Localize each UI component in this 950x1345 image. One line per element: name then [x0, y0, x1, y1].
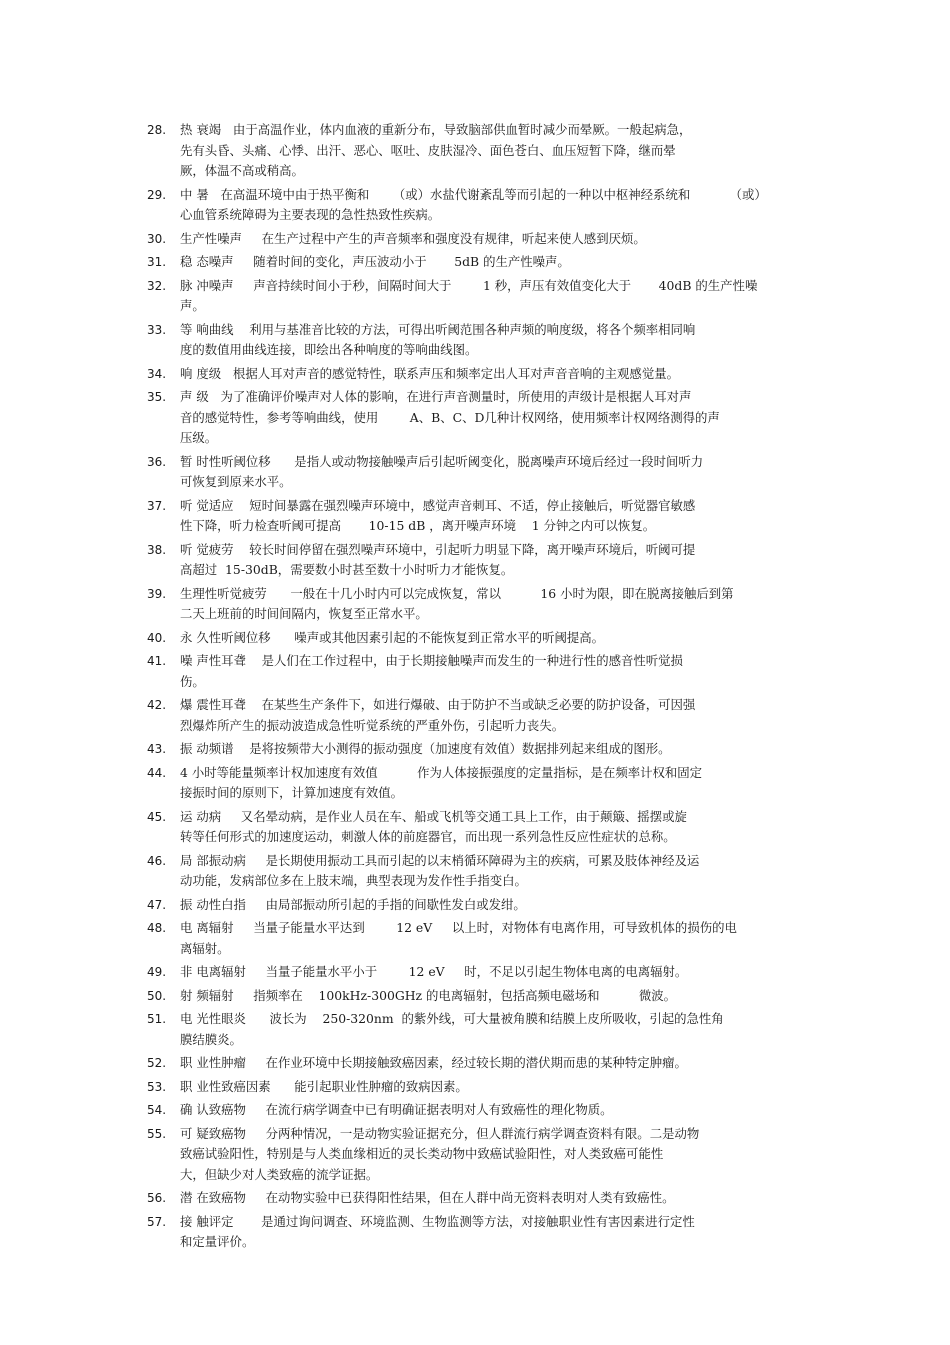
definition-entry — [147, 695, 832, 736]
entry-text-line: 听 觉疲劳 较长时间停留在强烈噪声环境中，引起听力明显下降，离开噪声环境后，听阈可提 — [180, 541, 696, 557]
entry-text-line: 心血管系统障碍为主要表现的急性热致性疾病。 — [180, 207, 441, 222]
entry-text-line: 等 响曲线 利用与基准音比较的方法，可得出听阈范围各种声频的响度级，将各个频率相同响 — [180, 321, 696, 337]
definition-entry — [147, 739, 832, 760]
entry-text-line: 致癌试验阳性，特别是与人类血缘相近的灵长类动物中致癌试验阳性，对人类致癌可能性 — [180, 1146, 664, 1161]
definition-entry — [147, 320, 832, 361]
entry-text-line: 度的数值用曲线连接，即绘出各种响度的等响曲线图。 — [180, 342, 478, 357]
entry-number: 42. — [147, 698, 167, 712]
entry-number: 37. — [147, 498, 167, 513]
entry-text-line: 爆 震性耳聋 在某些生产条件下，如进行爆破、由于防护不当或缺乏必要的防护设备，可因强 — [180, 697, 696, 712]
definition-entry — [147, 584, 832, 625]
entry-text-line: 厥，体温不高或稍高。 — [180, 163, 304, 178]
entry-number: 56. — [147, 1191, 167, 1205]
entry-text-line: 可恢复到原来水平。 — [180, 474, 292, 489]
entry-text-line: 局 部振动病 是长期使用振动工具而引起的以末梢循环障碍为主的疾病，可累及肢体神经及运 — [180, 852, 700, 868]
entry-text-line: 暂 时性听阈位移 是指人或动物接触噪声后引起听阈变化，脱离噪声环境后经过一段时间听力 — [180, 453, 704, 469]
entry-text-line: 压级。 — [180, 430, 218, 445]
entry-text-line: 4 小时等能量频率计权加速度有效值 作为人体接振强度的定量指标，是在频率计权和固定 — [180, 764, 703, 780]
entry-text-line: 电 光性眼炎 波长为 250-320nm 的紫外线，可大量被角膜和结膜上皮所吸收，引起的急性角 — [180, 1011, 724, 1026]
definition-entry — [147, 185, 832, 226]
entry-number: 30. — [147, 231, 167, 246]
entry-number: 53. — [147, 1079, 167, 1094]
entry-text-line: 确 认致癌物 在流行病学调查中已有明确证据表明对人有致癌性的理化物质。 — [180, 1102, 613, 1117]
entry-text-line: 离辐射。 — [180, 940, 230, 956]
entry-text-line: 非 电离辐射 当量子能量水平小于 12 eV 时，不足以引起生物体电离的电离辐射。 — [180, 964, 688, 979]
entry-text-line: 先有头昏、头痛、心悸、出汗、恶心、呕吐、皮肤湿冷、面色苍白、血压短暂下降，继而晕 — [180, 142, 676, 158]
entry-text-line: 职 业性致癌因素 能引起职业性肿瘤的致病因素。 — [180, 1078, 468, 1094]
entry-text-line: 脉 冲噪声 声音持续时间小于秒，间隔时间大于 1 秒，声压有效值变化大于 40dB 的生产性噪 — [180, 277, 758, 293]
definition-entry — [147, 962, 832, 983]
entry-text-line: 中 暑 在高温环境中由于热平衡和 （或）水盐代谢紊乱等而引起的一种以中枢神经系统和 （或） — [180, 186, 767, 202]
entry-text-line: 和定量评价。 — [180, 1234, 255, 1249]
definition-entry — [147, 651, 832, 692]
entry-number: 50. — [147, 988, 167, 1003]
definition-entry — [147, 540, 832, 581]
definition-entry — [147, 895, 832, 916]
entry-number: 32. — [147, 278, 167, 293]
definition-entry — [147, 229, 832, 250]
definition-entry — [147, 628, 832, 649]
entry-text-line: 潜 在致癌物 在动物实验中已获得阳性结果，但在人群中尚无资料表明对人类有致癌性。 — [180, 1190, 675, 1205]
entry-text-line: 声。 — [180, 298, 205, 313]
entry-number: 47. — [147, 897, 167, 912]
definition-entry — [147, 807, 832, 848]
entry-text-line: 振 动性白指 由局部振动所引起的手指的间歇性发白或发绀。 — [180, 896, 526, 912]
definition-entry — [147, 387, 832, 449]
entry-number: 52. — [147, 1056, 167, 1070]
entry-number: 49. — [147, 965, 167, 979]
definition-entry — [147, 1053, 832, 1074]
entry-number: 35. — [147, 390, 167, 404]
definition-entry — [147, 1100, 832, 1121]
entry-text-line: 接 触评定 是通过询问调查、环境监测、生物监测等方法，对接触职业性有害因素进行定性 — [180, 1213, 695, 1229]
entry-text-line: 射 频辐射 指频率在 100kHz-300GHz 的电离辐射，包括高频电磁场和 微波。 — [180, 987, 677, 1003]
definition-entry — [147, 1077, 832, 1098]
entry-number: 48. — [147, 921, 167, 935]
entry-text-line: 音的感觉特性，参考等响曲线，使用 A、B、C、D几种计权网络，使用频率计权网络测得的声 — [180, 409, 720, 425]
entry-text-line: 运 动病 又名晕动病，是作业人员在车、船或飞机等交通工具上工作，由于颠簸、摇摆或旋 — [180, 808, 687, 824]
definition-list — [147, 120, 832, 1256]
definition-entry — [147, 496, 832, 537]
definition-entry — [147, 986, 832, 1007]
entry-text-line: 噪 声性耳聋 是人们在工作过程中，由于长期接触噪声而发生的一种进行性的感音性听觉损 — [180, 653, 683, 668]
entry-text-line: 稳 态噪声 随着时间的变化，声压波动小于 5dB 的生产性噪声。 — [180, 254, 570, 269]
entry-text-line: 声 级 为了准确评价噪声对人体的影响，在进行声音测量时，所使用的声级计是根据人耳对声 — [180, 389, 692, 404]
definition-entry — [147, 120, 832, 182]
entry-number: 46. — [147, 853, 167, 868]
entry-number: 28. — [147, 123, 167, 137]
entry-number: 39. — [147, 586, 167, 601]
definition-entry — [147, 851, 832, 892]
definition-entry — [147, 1124, 832, 1186]
definition-entry — [147, 452, 832, 493]
entry-text-line: 高超过 15-30dB，需要数小时甚至数十小时听力才能恢复。 — [180, 562, 514, 577]
entry-text-line: 二天上班前的时间间隔内，恢复至正常水平。 — [180, 606, 428, 621]
entry-number: 41. — [147, 654, 167, 668]
definition-entry — [147, 276, 832, 317]
entry-number: 57. — [147, 1214, 167, 1229]
entry-text-line: 生产性噪声 在生产过程中产生的声音频率和强度没有规律，听起来使人感到厌烦。 — [180, 230, 646, 246]
entry-text-line: 永 久性听阈位移 噪声或其他因素引起的不能恢复到正常水平的听阈提高。 — [180, 629, 605, 645]
entry-number: 34. — [147, 366, 167, 381]
entry-text-line: 振 动频谱 是将按频带大小测得的振动强度（加速度有效值）数据排列起来组成的图形。 — [180, 741, 671, 756]
entry-number: 44. — [147, 765, 167, 780]
entry-number: 31. — [147, 255, 167, 269]
entry-number: 55. — [147, 1126, 167, 1141]
entry-text-line: 听 觉适应 短时间暴露在强烈噪声环境中，感觉声音刺耳、不适，停止接触后，听觉器官敏感 — [180, 497, 696, 513]
entry-number: 33. — [147, 322, 167, 337]
entry-number: 29. — [147, 187, 167, 202]
definition-entry — [147, 1212, 832, 1253]
entry-text-line: 电 离辐射 当量子能量水平达到 12 eV 以上时，对物体有电离作用，可导致机体的损伤的电 — [180, 920, 737, 935]
entry-number: 51. — [147, 1012, 167, 1026]
entry-number: 45. — [147, 809, 167, 824]
entry-text-line: 烈爆炸所产生的振动波造成急性听觉系统的严重外伤，引起听力丧失。 — [180, 717, 565, 733]
entry-text-line: 可 疑致癌物 分两种情况，一是动物实验证据充分，但人群流行病学调查资料有限。二是动物 — [180, 1125, 700, 1141]
entry-text-line: 生理性听觉疲劳 一般在十几小时内可以完成恢复，常以 16 小时为限，即在脱离接触后到第 — [180, 585, 734, 601]
entry-text-line: 接振时间的原则下，计算加速度有效值。 — [180, 785, 404, 800]
definition-entry — [147, 252, 832, 273]
entry-number: 43. — [147, 742, 167, 756]
entry-number: 38. — [147, 542, 167, 557]
definition-entry — [147, 1188, 832, 1209]
entry-text-line: 性下降，听力检查听阈可提高 10-15 dB ，离开噪声环境 1 分钟之内可以恢复。 — [180, 518, 656, 533]
entry-text-line: 热 衰竭 由于高温作业，体内血液的重新分布，导致脑部供血暂时减少而晕厥。一般起病急， — [180, 122, 692, 137]
entry-text-line: 伤。 — [180, 673, 205, 689]
definition-entry — [147, 763, 832, 804]
entry-text-line: 职 业性肿瘤 在作业环境中长期接触致癌因素，经过较长期的潜伏期而患的某种特定肿瘤。 — [180, 1055, 687, 1070]
entry-text-line: 大，但缺少对人类致癌的流学证据。 — [180, 1166, 379, 1182]
entry-text-line: 动功能，发病部位多在上肢末端，典型表现为发作性手指变白。 — [180, 873, 527, 888]
definition-entry — [147, 1009, 832, 1050]
entry-number: 40. — [147, 630, 167, 645]
entry-text-line: 响 度级 根据人耳对声音的感觉特性，联系声压和频率定出人耳对声音音响的主观感觉量。 — [180, 365, 679, 381]
entry-number: 36. — [147, 454, 167, 469]
entry-number: 54. — [147, 1103, 167, 1117]
entry-text-line: 转等任何形式的加速度运动，刺激人体的前庭器官，而出现一系列急性反应性症状的总称。 — [180, 829, 676, 844]
definition-entry — [147, 364, 832, 385]
definition-entry — [147, 918, 832, 959]
entry-text-line: 膜结膜炎。 — [180, 1031, 242, 1047]
